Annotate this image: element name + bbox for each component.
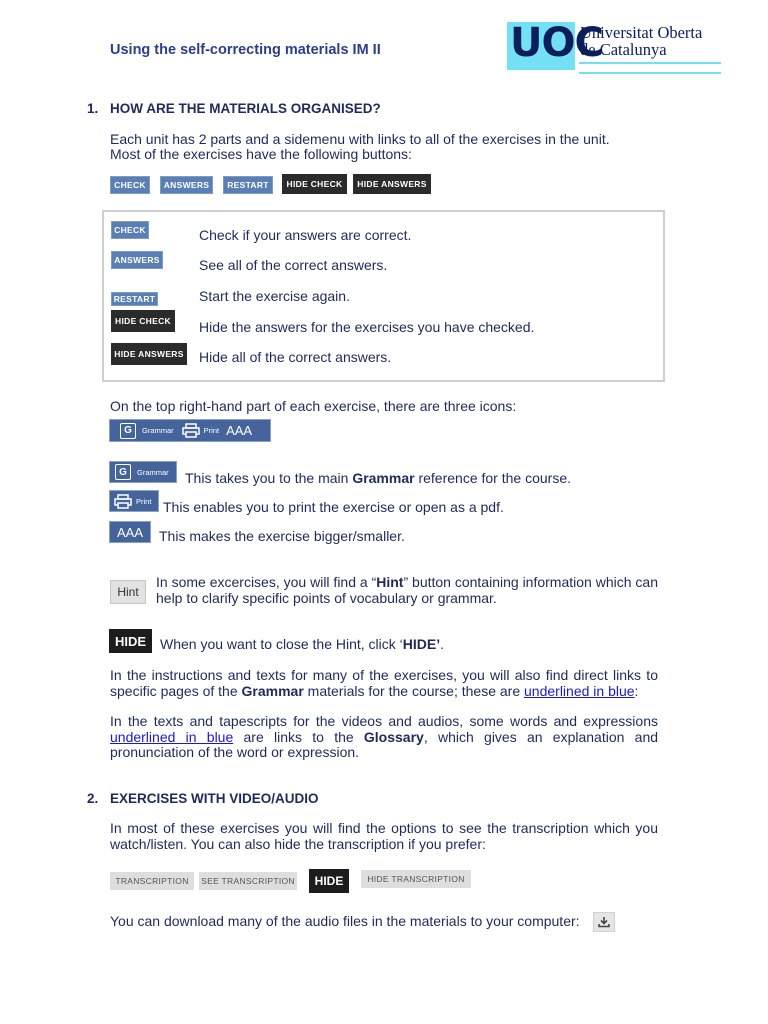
links-p-text-mid: materials for the course; these are	[303, 682, 525, 699]
underlined-link-example[interactable]: underlined in blue	[110, 728, 234, 745]
logo-mark	[507, 20, 603, 70]
transcription-button[interactable]: TRANSCRIPTION	[110, 872, 194, 890]
gloss-p-text-end: , which gives an explanation and pronunciation of the word or expression.	[110, 728, 659, 760]
section-2-heading: EXERCISES WITH VIDEO/AUDIO	[110, 791, 319, 806]
grammar-label: Grammar	[142, 426, 174, 435]
hide-desc-bold: HIDE’	[402, 636, 441, 652]
grammar-desc-bold: Grammar	[352, 470, 415, 486]
section-1-intro-2: Most of the exercises have the following buttons:	[110, 146, 412, 162]
hide-check-description: Hide the answers for the exercises you have checked.	[199, 319, 535, 335]
grammar-description	[185, 471, 571, 487]
hide-transcription-button[interactable]: HIDE TRANSCRIPTION	[361, 870, 471, 888]
check-description: Check if your answers are correct.	[199, 227, 412, 243]
hide-answers-button[interactable]: HIDE ANSWERS	[353, 174, 431, 194]
download-text: You can download many of the audio files in the materials to your computer:	[110, 913, 580, 929]
download-icon	[597, 916, 611, 928]
gloss-p-text: In the texts and tapescripts for the videos and audios, some words and expressions	[110, 713, 658, 729]
underlined-link-example[interactable]: underlined in blue	[524, 682, 635, 699]
hide-answers-description: Hide all of the correct answers.	[199, 349, 392, 365]
hide-check-button[interactable]: HIDE CHECK	[282, 174, 347, 194]
grammar-desc-text: This takes you to the main	[185, 470, 353, 486]
check-button[interactable]: CHECK	[110, 176, 150, 194]
grammar-desc-text-end: reference for the course.	[414, 470, 571, 486]
print-label: Print	[203, 426, 220, 435]
restart-description: Start the exercise again.	[199, 288, 350, 304]
logo-rule	[579, 62, 721, 74]
grammar-links-paragraph	[110, 668, 658, 699]
links-p-text-end: :	[634, 682, 639, 699]
answers-description: See all of the correct answers.	[199, 257, 388, 273]
print-description: This enables you to print the exercise or open as a pdf.	[163, 499, 504, 515]
print-label: Print	[136, 496, 152, 506]
answers-button[interactable]: ANSWERS	[160, 176, 213, 194]
grammar-label: Grammar	[137, 467, 169, 477]
font-size-icon: AAA	[116, 524, 143, 540]
printer-icon[interactable]	[182, 423, 200, 438]
hint-desc-bold: Hint	[376, 574, 404, 590]
section-2-intro: In most of these exercises you will find the options to see the transcription which you watch/listen. You can also hide the transcription if you prefer:	[110, 820, 658, 852]
restart-button[interactable]: RESTART	[111, 292, 158, 306]
hide-button[interactable]: HIDE	[109, 629, 152, 653]
links-p-bold: Grammar	[241, 682, 304, 699]
see-transcription-button[interactable]: SEE TRANSCRIPTION	[199, 872, 297, 890]
exercise-icon-bar	[109, 419, 271, 442]
hint-button[interactable]: Hint	[110, 580, 146, 604]
restart-button[interactable]: RESTART	[223, 176, 273, 194]
section-2-number: 2.	[87, 791, 99, 806]
logo-line-2: de Catalunya	[580, 40, 667, 59]
hint-desc-text-end: ” button containing information which can help to clarify specific points of vocabulary or grammar.	[156, 574, 658, 606]
download-button[interactable]	[593, 912, 615, 932]
grammar-icon[interactable]: G	[120, 423, 136, 439]
print-button[interactable]	[109, 490, 159, 512]
glossary-paragraph	[110, 714, 658, 761]
font-size-description: This makes the exercise bigger/smaller.	[159, 528, 405, 544]
answers-button[interactable]: ANSWERS	[111, 251, 163, 269]
links-p-text: In the instructions and texts for many of the exercises, you will also find direct links to specific pages of the	[110, 667, 658, 699]
section-1-heading: HOW ARE THE MATERIALS ORGANISED?	[110, 101, 381, 116]
hide-check-button[interactable]: HIDE CHECK	[111, 310, 175, 332]
hint-desc-text: In some excercises, you will find a “	[156, 574, 377, 590]
hint-description	[156, 575, 658, 606]
hide-desc-text: When you want to close the Hint, click ‘	[160, 636, 403, 652]
hide-answers-button[interactable]: HIDE ANSWERS	[111, 343, 187, 365]
font-size-icon[interactable]: AAA	[226, 423, 253, 438]
gloss-p-text-mid: are links to the	[233, 728, 364, 745]
check-button[interactable]: CHECK	[111, 221, 149, 239]
hide-transcription-toggle[interactable]: HIDE	[309, 869, 349, 893]
grammar-button[interactable]	[109, 461, 177, 483]
logo-name	[580, 24, 702, 58]
page-title: Using the self-correcting materials IM II	[110, 42, 381, 58]
logo-line-1: Universitat Oberta	[580, 23, 703, 42]
grammar-icon: G	[115, 464, 131, 480]
font-size-button[interactable]	[109, 521, 151, 543]
hide-desc-text-end: .	[440, 636, 445, 652]
icons-intro: On the top right-hand part of each exercise, there are three icons:	[110, 398, 517, 414]
uoc-logo	[507, 22, 721, 72]
printer-icon	[114, 494, 132, 509]
logo-mark-text: UOC	[510, 20, 603, 66]
hide-description	[160, 637, 444, 653]
gloss-p-bold: Glossary	[363, 728, 424, 745]
section-1-intro-1: Each unit has 2 parts and a sidemenu with links to all of the exercises in the unit.	[110, 131, 610, 147]
section-1-number: 1.	[87, 101, 99, 116]
